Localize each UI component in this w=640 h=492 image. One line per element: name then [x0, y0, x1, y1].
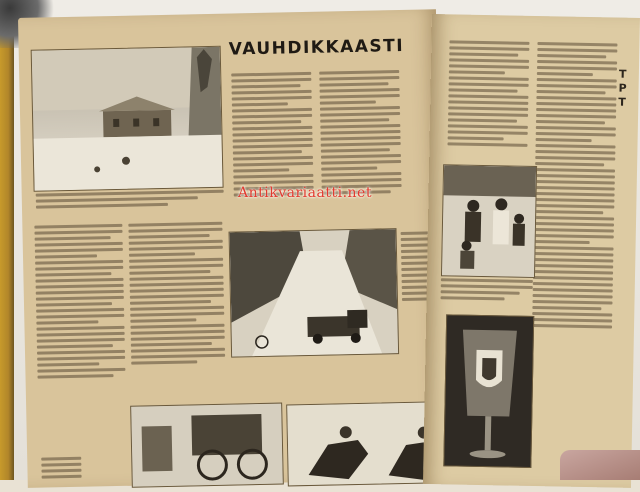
snowy-farm-photo: [31, 46, 224, 192]
side-letter: T: [618, 95, 626, 109]
article-text-column-4: [128, 222, 225, 368]
article-text-column-3: [34, 224, 125, 382]
forest-road-truck-photo: [229, 228, 400, 357]
glass-illustration: [444, 315, 533, 467]
farm-illustration: [32, 47, 223, 191]
right-page: [423, 14, 640, 488]
article-text-column-1: [231, 72, 314, 200]
book-edge: [0, 0, 14, 480]
people-group-photo: [441, 164, 537, 278]
bottom-list-text: [41, 457, 81, 482]
article-heading: VAUHDIKKAASTI: [228, 35, 405, 60]
right-text-column-1: [447, 40, 529, 150]
carriage-photo: [130, 403, 284, 488]
right-text-column-2: [532, 42, 618, 331]
side-letter: P: [618, 81, 627, 95]
farm-caption-text: [36, 190, 224, 212]
watermark-text: Antikvariaatti.net: [238, 185, 372, 201]
article-text-column-2: [319, 70, 402, 198]
object-corner: [560, 450, 640, 480]
side-letter: T: [618, 67, 627, 81]
left-page: [18, 9, 446, 488]
people-illustration: [442, 165, 536, 277]
side-heading-letters: [618, 68, 633, 110]
people-caption-text: [440, 278, 532, 304]
carriage-illustration: [131, 404, 283, 487]
crest-glass-photo: [443, 314, 534, 468]
road-illustration: [230, 229, 399, 356]
